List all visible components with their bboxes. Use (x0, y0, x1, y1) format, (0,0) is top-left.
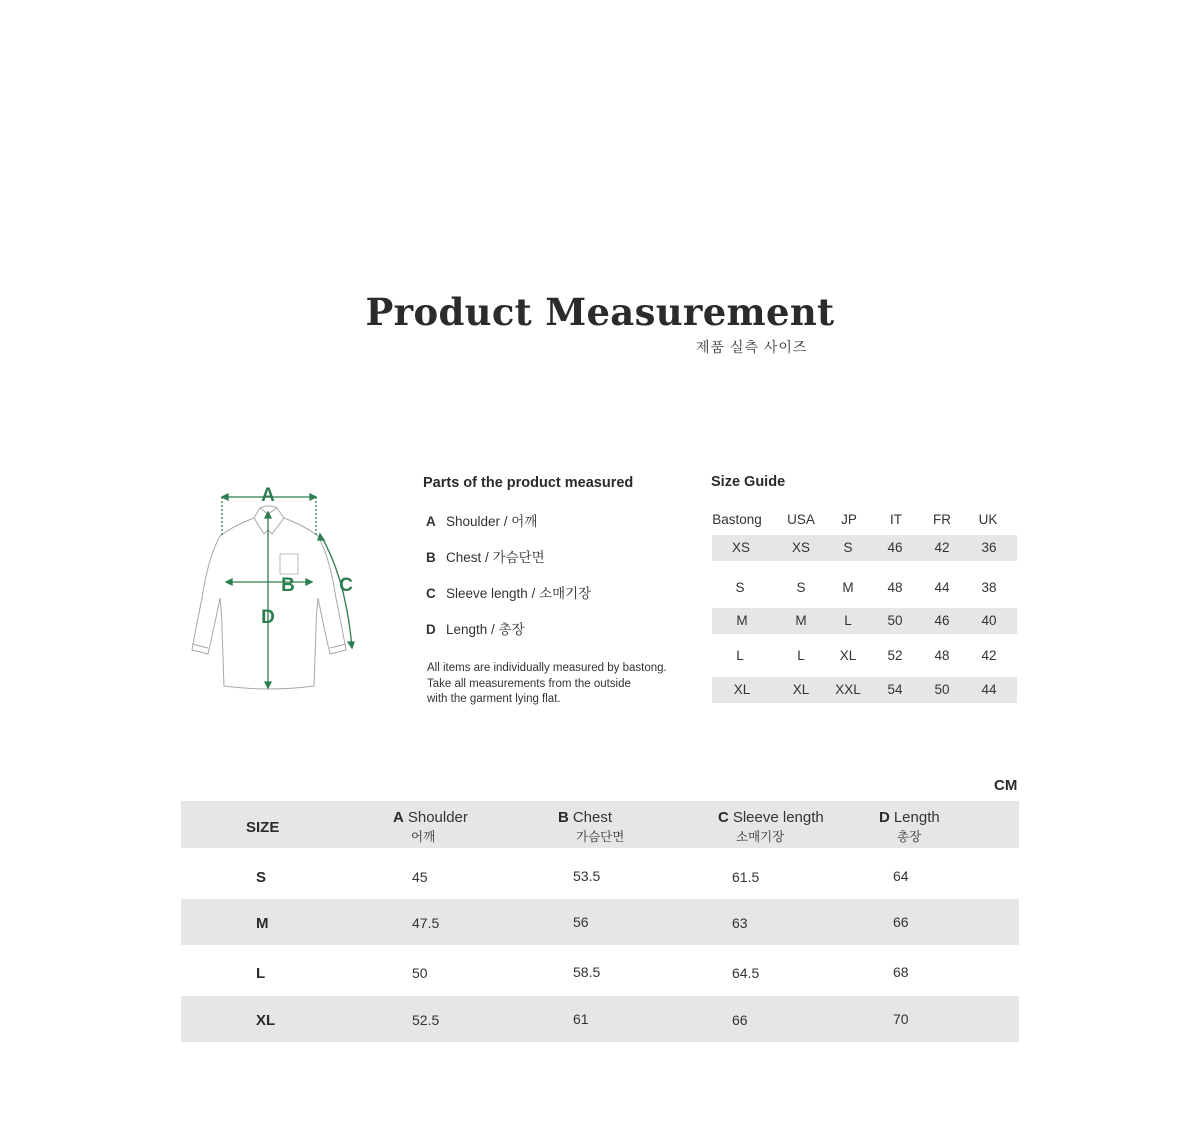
size-guide-cell: 46 (934, 613, 950, 628)
size-guide-cell: 50 (887, 613, 903, 628)
column-en: Sleeve length (732, 809, 824, 826)
size-guide-cell: XL (733, 682, 751, 697)
size-guide-row (712, 608, 1017, 634)
column-en: Chest (572, 809, 613, 826)
part-letter: D (426, 622, 436, 637)
column-en: Shoulder (407, 809, 468, 826)
size-guide-column-header: Bastong (712, 512, 762, 527)
garment-diagram (178, 478, 368, 698)
column-ko: 총장 (897, 830, 922, 844)
size-guide-cell: 46 (887, 540, 903, 555)
size-guide-cell: XS (731, 540, 750, 555)
size-guide-cell: XL (839, 648, 857, 663)
label-a: A (261, 485, 275, 506)
size-guide-cell: M (842, 580, 854, 595)
size-guide-row (712, 643, 1017, 669)
part-item-chest (426, 546, 545, 566)
size-guide-cell: S (735, 580, 745, 595)
value-cell: 66 (732, 1012, 748, 1028)
size-guide-column-header: UK (978, 512, 998, 527)
size-guide-cell: 36 (981, 540, 997, 555)
value-cell: 61.5 (732, 869, 760, 885)
size-guide-column-header: JP (841, 512, 857, 527)
part-item-sleeve (426, 582, 591, 602)
part-label: Chest / 가슴단면 (446, 550, 545, 565)
column-ko: 소매기장 (736, 830, 785, 844)
size-cell: S (256, 869, 267, 886)
part-letter: A (426, 514, 436, 529)
size-guide-cell: 48 (934, 648, 950, 663)
note-line: Take all measurements from the outside (427, 677, 631, 690)
table-row (181, 996, 1019, 1042)
column-letter: C (718, 809, 729, 826)
value-cell: 63 (732, 915, 748, 931)
unit-label: CM (994, 777, 1018, 794)
size-guide-cell: M (795, 613, 807, 628)
size-guide-column-header: FR (933, 512, 951, 527)
size-guide-heading: Size Guide (711, 474, 786, 490)
part-label: Shoulder / 어깨 (446, 514, 538, 529)
measurement-markers (178, 478, 368, 698)
size-column-header: SIZE (246, 819, 280, 836)
size-guide-cell: 38 (981, 580, 997, 595)
size-guide-cell: S (843, 540, 853, 555)
label-c: C (339, 575, 353, 596)
size-guide-cell: XXL (835, 682, 861, 697)
part-letter: B (426, 550, 436, 565)
value-cell: 61 (573, 1011, 589, 1027)
part-label: Sleeve length / 소매기장 (446, 586, 592, 601)
size-cell: XL (256, 1012, 276, 1029)
size-guide-column-header: USA (787, 512, 815, 527)
table-row (181, 899, 1019, 945)
size-guide-row (712, 535, 1017, 561)
value-cell: 45 (412, 869, 428, 885)
column-ko: 어깨 (411, 830, 436, 844)
size-guide-cell: 42 (934, 540, 950, 555)
value-cell: 52.5 (412, 1012, 440, 1028)
size-guide-cell: 44 (981, 682, 997, 697)
note-line: with the garment lying flat. (427, 693, 561, 705)
size-guide-cell: 52 (887, 648, 903, 663)
value-cell: 64 (893, 868, 909, 884)
value-cell: 68 (893, 964, 909, 980)
part-label: Length / 총장 (446, 622, 525, 637)
value-cell: 64.5 (732, 965, 760, 981)
column-header-shoulder (393, 809, 468, 845)
page-title: Product Measurement (365, 290, 835, 334)
value-cell: 50 (412, 965, 428, 981)
value-cell: 70 (893, 1011, 909, 1027)
table-row (181, 853, 1019, 899)
size-guide-column-header: IT (890, 512, 902, 527)
value-cell: 66 (893, 914, 909, 930)
size-guide-cell: 42 (981, 648, 997, 663)
column-en: Length (893, 809, 940, 826)
column-ko: 가슴단면 (576, 830, 625, 844)
label-d: D (261, 607, 275, 628)
size-guide-cell: 44 (934, 580, 950, 595)
value-cell: 47.5 (412, 915, 440, 931)
size-guide-cell: 50 (934, 682, 950, 697)
size-guide-row (712, 677, 1017, 703)
part-item-length (426, 618, 525, 638)
value-cell: 53.5 (573, 868, 601, 884)
note-line: All items are individually measured by bastong. (427, 662, 667, 674)
measurement-header-row (181, 801, 1019, 848)
column-letter: D (879, 809, 890, 826)
size-guide-cell: L (844, 613, 852, 628)
size-guide-row (712, 575, 1017, 601)
size-guide-cell: L (736, 648, 744, 663)
size-guide-cell: L (797, 648, 805, 663)
column-header-sleeve (718, 809, 824, 845)
size-guide-cell: 48 (887, 580, 903, 595)
size-guide-cell: M (736, 613, 748, 628)
value-cell: 58.5 (573, 964, 601, 980)
size-guide-cell: 54 (887, 682, 903, 697)
measurement-note (427, 661, 667, 708)
size-guide-cell: S (796, 580, 806, 595)
page-subtitle: 제품 실측 사이즈 (696, 339, 808, 355)
size-guide-cell: 40 (981, 613, 997, 628)
column-letter: A (393, 809, 404, 826)
size-cell: M (256, 915, 269, 932)
table-row (181, 949, 1019, 995)
column-letter: B (558, 809, 569, 826)
column-header-chest (558, 809, 624, 845)
size-guide-header-row (712, 507, 1017, 533)
value-cell: 56 (573, 914, 589, 930)
column-header-length (879, 809, 940, 845)
parts-heading: Parts of the product measured (423, 475, 634, 491)
part-item-shoulder (426, 510, 537, 530)
label-b: B (281, 575, 295, 596)
size-guide-cell: XL (792, 682, 810, 697)
size-cell: L (256, 965, 266, 982)
part-letter: C (426, 586, 436, 601)
size-guide-cell: XS (791, 540, 810, 555)
